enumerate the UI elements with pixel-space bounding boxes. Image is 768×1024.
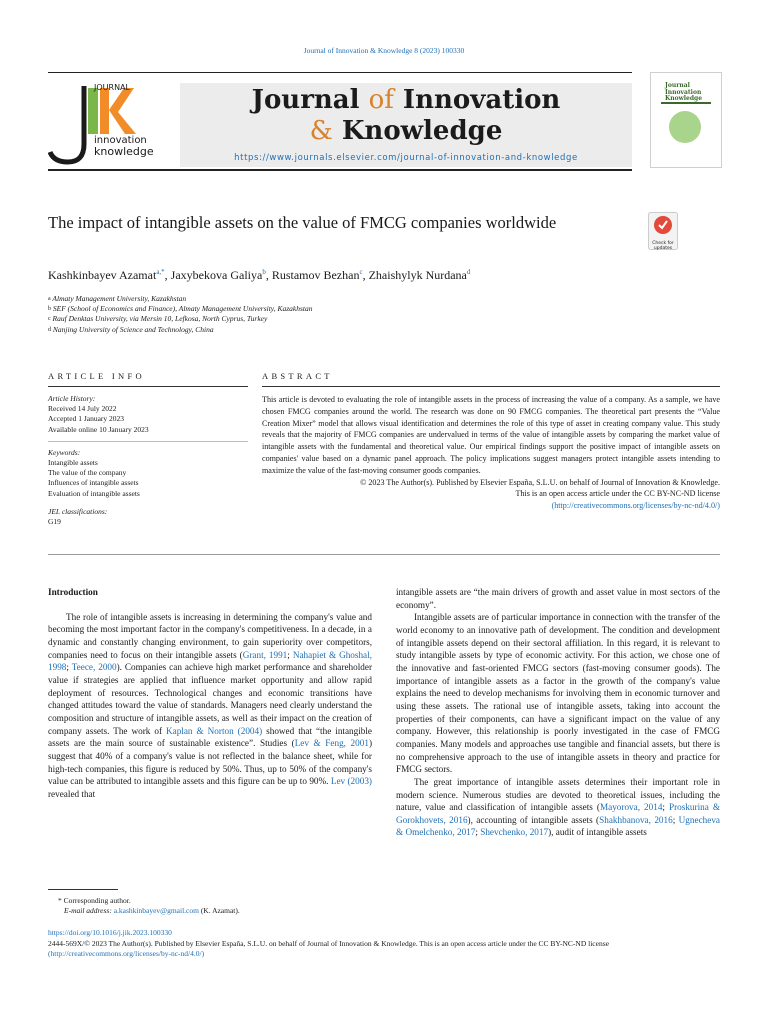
abstract-heading: ABSTRACT [262, 371, 333, 381]
jel-label: JEL classifications: [48, 506, 108, 516]
footnote-rule [48, 889, 118, 890]
affiliation-item: $^d$ Nanjing University of Science and Technology, China [48, 324, 214, 334]
ref-shevchenko-link[interactable]: Shevchenko, 2017 [480, 827, 549, 838]
jel-code: G19 [48, 517, 61, 527]
right-paragraph-2: The great importance of intangible assets determines their important role in modern science. Numerous studies are devoted to theoretical issues, including the nature, value and classification of intangible assets (Mayorova, 2014; Proskurina & Gorokhovets, 2016), accounting of intangible assets (Shakhbanova, 2016; Ugnecheva & Omelchenko, 2017; Shevchenko, 2017), audit of intangible assets [396, 776, 720, 838]
abstract-block [262, 394, 720, 512]
ref-teece-link[interactable]: Teece, 2000 [71, 662, 117, 673]
email-owner: (K. Azamat). [198, 906, 240, 915]
author-sep: , [265, 268, 272, 282]
banner-title-amp: & [309, 116, 333, 146]
ref-grant-link[interactable]: Grant, 1991 [242, 649, 288, 660]
issn-line: 2444-569X/© 2023 The Author(s). Published by Elsevier España, S.L.U. on behalf of Journal of Innovation & Knowledge. This is an open access article under the CC BY-NC-ND license [48, 938, 609, 948]
journal-citation-line[interactable]: Journal of Innovation & Knowledge 8 (2023) 100330 [303, 46, 465, 55]
info-divider [48, 441, 248, 442]
check-for-updates-label[interactable]: Check for updates [652, 241, 674, 251]
journal-banner [180, 83, 632, 167]
author-list [48, 268, 708, 283]
footnote-block [58, 896, 378, 916]
ref-nahapiet-link[interactable]: Nahapiet & Ghoshal, 1998 [48, 649, 372, 673]
banner-title-innovation: Innovation [393, 85, 561, 115]
header-top-rule [48, 72, 632, 73]
affiliation-item: $^c$ Rauf Denktas University, via Mersin 10, Lefkosa, North Cyprus, Turkey [48, 314, 268, 324]
info-rule [48, 386, 248, 387]
right-paragraph-1: Intangible assets are of particular importance in connection with the transfer of the world economy to an innovative path of development. The condition and development of intangible assets depend on their sectoral affiliation. In this regard, it is relevant to study intangible assets by type of economic activity. For this action, we chose one of the innovative and fast-oriented FMCG sectors (fast-moving consumer goods). The importance of intangible assets as a factor in the growth of the company's value explains the need to develop mechanisms for involving them in economic turnover and using these assets. The rational use of intangible assets, taking into account the properties of their components, can have a significant impact on the value of any company. However, this relationship is poorly investigated in the case of FMCG companies. Many models and approaches use tangible and financial assets, but there is no comprehensive approach to the use of intangible assets in theory and practice for FMCG sectors. [396, 612, 720, 775]
doi-link[interactable]: https://doi.org/10.1016/j.jik.2023.100330 [48, 928, 172, 937]
author-2-affil[interactable]: b [262, 268, 266, 276]
ref-shakhbanova-link[interactable]: Shakhbanova, 2016 [599, 814, 673, 825]
author-3-affil[interactable]: c [359, 268, 363, 276]
page-footer [48, 928, 728, 960]
online-date: Available online 10 January 2023 [48, 424, 149, 434]
abstract-text: This article is devoted to evaluating the role of intangible assets in the process of increasing the value of a company. As a sample, we have chosen FMCG companies around the world. The research was done on 90 FMCG companies. The theoretical part presents the “Value Creation Mixer” model that allows visual identification and determines the role of this type of asset in creating company value. This study reveals that the majority of FMCG companies are undervalued in terms of the value of intangible assets by comparing the market value of intangible assets with the fundamental and theoretical value. Our empirical findings support the positive impact of intangible assets on companies' value based on a dynamic panel approach. The policy implications suggest managers protect intangible assets intending to maximize the value of the fast-moving consumer goods companies. [262, 395, 720, 475]
author-sep: , [362, 268, 369, 282]
article-info-heading: ARTICLE INFO [48, 371, 145, 381]
journal-url-link[interactable]: https://www.journals.elsevier.com/journal-of-innovation-and-knowledge [234, 153, 578, 163]
keyword-item: Intangible assets [48, 458, 98, 468]
author-4: Zhaishylyk Nurdana [368, 268, 467, 282]
footnote-mark: * [58, 896, 62, 905]
author-1-affil[interactable]: a,* [156, 268, 165, 276]
keyword-item: Influences of intangible assets [48, 478, 139, 488]
affiliation-list [48, 294, 708, 335]
article-info-block [48, 394, 248, 527]
cover-bar [661, 102, 711, 104]
author-4-affil[interactable]: d [466, 268, 471, 276]
author-2: Jaxybekova Galiya [170, 268, 263, 282]
abstract-bottom-rule [48, 554, 720, 555]
author-1: Kashkinbayev Azamat [48, 268, 157, 282]
cover-title: Journal Innovation Knowledge [665, 82, 703, 102]
abstract-license-line: This is an open access article under the CC BY-NC-ND license [515, 489, 720, 499]
keyword-item: Evaluation of intangible assets [48, 488, 140, 498]
journal-logo [48, 82, 168, 166]
ref-ugnecheva-link[interactable]: Ugnecheva & Omelchenko, 2017 [396, 814, 720, 838]
body-right-column [396, 586, 720, 839]
abstract-copyright: © 2023 The Author(s). Published by Elsevier España, S.L.U. on behalf of Journal of Innovation & Knowledge. [360, 477, 720, 487]
keyword-item: The value of the company [48, 468, 127, 478]
journal-banner-title [180, 85, 632, 147]
ref-proskurina-link[interactable]: Proskurina & Gorokhovets, 2016 [396, 802, 720, 825]
article-title: The impact of intangible assets on the value of FMCG companies worldwide [48, 213, 557, 232]
logo-innovation-text: innovation [94, 135, 147, 146]
banner-title-journal: Journal [251, 85, 369, 115]
introduction-heading: Introduction [48, 587, 98, 597]
accepted-date: Accepted 1 January 2023 [48, 414, 125, 424]
author-3: Rustamov Bezhan [271, 268, 360, 282]
body-left-column [48, 586, 372, 801]
email-link[interactable]: a.kashkinbayev@gmail.com [113, 906, 199, 915]
footnote-corresponding: Corresponding author. [63, 896, 131, 905]
abstract-license-link[interactable]: (http://creativecommons.org/licenses/by-nc-nd/4.0/) [551, 501, 720, 511]
logo-knowledge-text: knowledge [94, 145, 154, 158]
affiliation-item: $^a$ Almaty Management University, Kazakhstan [48, 294, 187, 303]
ref-kaplan-link[interactable]: Kaplan & Norton (2004) [166, 725, 263, 736]
banner-title-knowledge: Knowledge [332, 116, 503, 146]
email-label: E-mail address: [64, 906, 114, 915]
author-sep: , [164, 268, 171, 282]
ref-lev2003-link[interactable]: Lev (2003) [330, 776, 372, 787]
abstract-rule [262, 386, 720, 387]
banner-title-of: of [368, 85, 394, 115]
keywords-label: Keywords: [48, 447, 81, 457]
footer-license-link[interactable]: (http://creativecommons.org/licenses/by-nc-nd/4.0/) [48, 949, 205, 959]
cover-globe-icon [669, 111, 701, 143]
logo-journal-text: JOURNAL [94, 83, 130, 92]
history-label: Article History: [48, 394, 96, 403]
received-date: Received 14 July 2022 [48, 404, 117, 414]
ref-mayorova-link[interactable]: Mayorova, 2014 [599, 802, 663, 813]
affiliation-item: $^b$ SEF (School of Economics and Finance), Almaty Management University, Kazakhstan [48, 304, 313, 314]
header-bottom-rule [48, 169, 632, 171]
journal-cover-thumbnail [650, 72, 722, 168]
right-paragraph-continued: intangible assets are “the main drivers of growth and asset value in most sectors of the economy”. [396, 587, 720, 610]
intro-paragraph-1: The role of intangible assets is increasing in determining the company's value and becoming the most important factor in the company's competitiveness. In a decade, in a dynamic and constantly changing environment, to gain superiority over competitors, companies need to focus on their intangible assets (Grant, 1991; Nahapiet & Ghoshal, 1998; Teece, 2000). Companies can achieve high market performance and shareholder value if strategies are applied that influence market opportunity and allow rapid deployment of resources. Technological changes and economic transitions have changed attitudes toward the value of standards. Managers need clearly understand the composition and structure of intangible assets, as well as their impact on the creation of company assets. The work of Kaplan & Norton (2004) showed that “the intangible assets are the main source of sustainable existence”. Studies (Lev & Feng, 2001) suggest that 40% of a company's value is not reflected in the balance sheet, while for high-tech companies, this figure is reduced by 50%. Thus, up to 50% of the company's value can be attributed to intangible assets and this figure can be up to 90%. Lev (2003) revealed that [48, 611, 373, 799]
ref-levfeng-link[interactable]: Lev & Feng, 2001 [294, 738, 369, 749]
